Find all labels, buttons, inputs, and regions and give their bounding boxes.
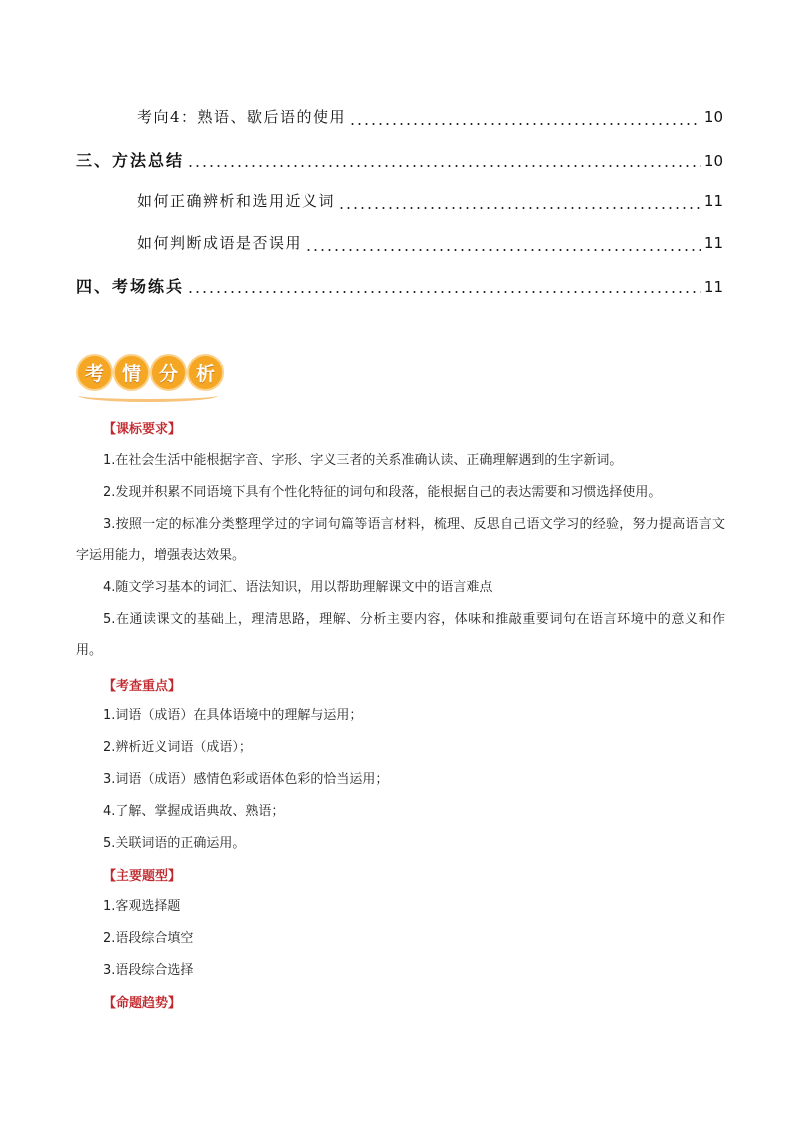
list-item: 5.在通读课文的基础上，理清思路，理解、分析主要内容，体味和推敲重要词句在语言环境中的意义和作用。	[76, 612, 725, 658]
toc-entry-title: 如何正确辨析和选用近义词	[137, 192, 336, 210]
list-item: 2.语段综合填空	[103, 931, 194, 946]
section-badge	[76, 354, 224, 400]
list-item: 4.随文学习基本的词汇、语法知识，用以帮助理解课文中的语言难点	[103, 580, 493, 595]
list-item: 5.关联词语的正确运用。	[103, 836, 246, 851]
toc-entry-title: 如何判断成语是否误用	[137, 234, 303, 252]
toc-entry[interactable]	[137, 232, 723, 256]
list-item: 3.按照一定的标准分类整理学过的字词句篇等语言材料，梳理、反思自己语文学习的经验，努力提高语言文字运用能力，增强表达效果。	[76, 517, 725, 563]
toc-entry-page: 10	[703, 152, 723, 170]
toc-entry-page: 11	[703, 192, 723, 210]
toc-entry-page: 11	[703, 234, 723, 252]
list-item: 2.发现并积累不同语境下具有个性化特征的词句和段落，能根据自己的表达需要和习惯选择使用。	[103, 485, 662, 500]
list-item: 3.词语（成语）感情色彩或语体色彩的恰当运用；	[103, 772, 389, 787]
toc-entry[interactable]	[137, 190, 723, 214]
toc-leader-dots	[187, 291, 701, 293]
toc-entry-page: 11	[703, 278, 723, 296]
toc-leader-dots	[305, 249, 701, 251]
toc-entry-title: 四、考场练兵	[76, 277, 185, 296]
badge-char: 析	[187, 354, 224, 391]
badge-char: 分	[150, 354, 187, 391]
section-heading: 【主要题型】	[103, 869, 182, 884]
toc-entry[interactable]	[137, 106, 723, 130]
toc-leader-dots	[187, 165, 701, 167]
toc-entry[interactable]	[76, 274, 723, 298]
toc-leader-dots	[338, 207, 701, 209]
toc-leader-dots	[349, 123, 701, 125]
toc-entry-title: 三、方法总结	[76, 151, 185, 170]
badge-char: 考	[76, 354, 113, 391]
badge-swoosh	[78, 389, 218, 402]
list-item: 1.客观选择题	[103, 899, 181, 914]
section-heading: 【考查重点】	[103, 679, 182, 694]
section-heading: 【命题趋势】	[103, 996, 182, 1011]
list-item: 1.在社会生活中能根据字音、字形、字义三者的关系准确认读、正确理解遇到的生字新词。	[103, 453, 623, 468]
list-item: 1.词语（成语）在具体语境中的理解与运用；	[103, 708, 363, 723]
list-item: 4.了解、掌握成语典故、熟语；	[103, 804, 285, 819]
section-heading: 【课标要求】	[103, 422, 182, 437]
badge-char: 情	[113, 354, 150, 391]
list-item: 2.辨析近义词语（成语）；	[103, 740, 252, 755]
list-item: 3.语段综合选择	[103, 963, 194, 978]
toc-entry-page: 10	[703, 108, 723, 126]
toc-entry[interactable]	[76, 148, 723, 172]
toc-entry-title: 考向4：熟语、歇后语的使用	[137, 108, 347, 126]
